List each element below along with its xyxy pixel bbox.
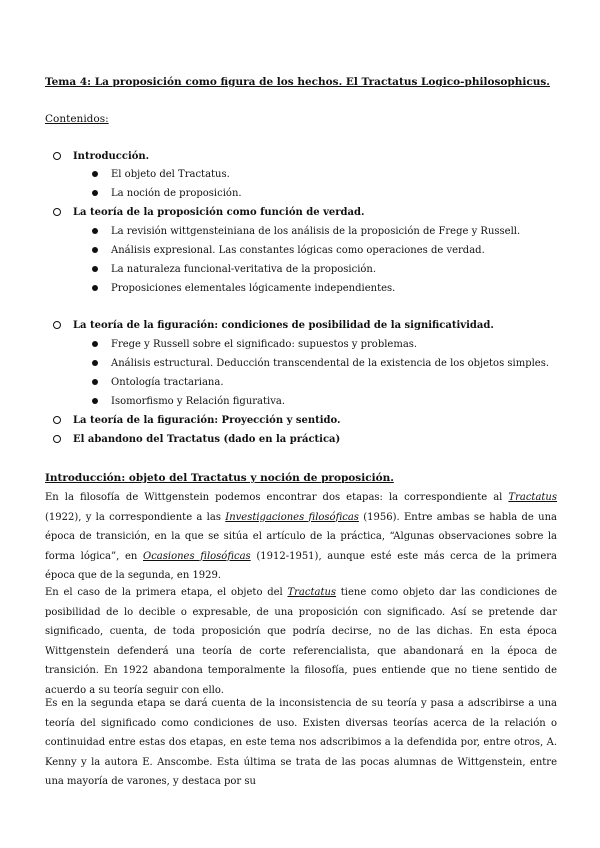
toc-subitem-label: Isomorfismo y Relación figurativa. xyxy=(111,396,286,407)
solid-bullet-icon xyxy=(92,398,98,404)
paragraph: En la filosofía de Wittgenstein podemos encontrar dos etapas: la correspondiente al Tractatus (1922), y la correspondiente a las Investigaciones filosóficas (1956). Entre ambas se habla de una época de transición, en la que se sitúa el artículo de la práctica, “Algunas observaciones sobre la forma lógica”, en Ocasiones filosóficas (1912-1951), aunque esté este más cerca de la primera época que de la segunda, en 1929. xyxy=(45,492,558,581)
hollow-bullet-icon xyxy=(53,321,61,329)
toc-item xyxy=(53,205,364,221)
solid-bullet-icon xyxy=(92,379,98,385)
contents-heading: Contenidos: xyxy=(45,113,109,125)
solid-bullet-icon xyxy=(92,228,98,234)
toc-subitem xyxy=(92,186,242,202)
hollow-bullet-icon xyxy=(53,435,61,443)
solid-bullet-icon xyxy=(92,341,98,347)
book-title: Investigaciones filosóficas xyxy=(225,511,359,523)
toc-subitem xyxy=(92,262,376,278)
toc-subitem xyxy=(92,224,520,240)
toc-item xyxy=(53,413,341,429)
toc-subitem xyxy=(92,167,230,183)
book-title: Tractatus xyxy=(287,587,337,598)
toc-subitem-label: Proposiciones elementales lógicamente independientes. xyxy=(111,283,396,294)
toc-subitem xyxy=(92,281,395,297)
solid-bullet-icon xyxy=(92,266,98,272)
paragraph: Es en la segunda etapa se dará cuenta de la inconsistencia de su teoría y pasa a adscribirse a una teoría del significado como condiciones de uso. Existen diversas teorías acerca de la relación o continuidad entre estas dos etapas, en este tema nos adscribimos a la defendida por, entre otros, A. Kenny y la autora E. Anscombe. Esta última se trata de las pocas alumnas de Wittgenstein, entre una mayoría de varones, y destaca por su xyxy=(45,698,557,787)
book-title: Tractatus xyxy=(508,492,557,503)
toc-subitem xyxy=(92,356,549,372)
document-title: Tema 4: La proposición como figura de los hechos. El Tractatus Logico-philosophicus. xyxy=(45,76,550,88)
toc-item-label: El abandono del Tractatus (dado en la práctica) xyxy=(73,434,341,445)
book-title: Ocasiones filosóficas xyxy=(143,550,251,562)
solid-bullet-icon xyxy=(92,171,98,177)
hollow-bullet-icon xyxy=(53,416,61,424)
toc-item xyxy=(53,318,494,334)
solid-bullet-icon xyxy=(92,190,98,196)
solid-bullet-icon xyxy=(92,285,98,291)
paragraph: En el caso de la primera etapa, el objeto del Tractatus tiene como objeto dar las condiciones de posibilidad de lo decible o expresable, de una proposición con significado. Así se pretende dar significado, cuenta, de toda proposición que podría decirse, no de las dichas. En esta época Wittgenstein defenderá una teoría de corte referencialista, que abandonará en la época de transición. En 1922 abandona temporalmente la filosofía, pues entiende que no tiene sentido de acuerdo a su teoría seguir con ello. xyxy=(45,587,557,696)
toc-subitem-label: El objeto del Tractatus. xyxy=(111,169,230,180)
toc-subitem xyxy=(92,337,417,353)
toc-subitem-label: La noción de proposición. xyxy=(111,188,242,199)
toc-subitem-label: La naturaleza funcional-veritativa de la proposición. xyxy=(111,264,377,275)
toc-item-label: La teoría de la figuración: condiciones de posibilidad de la significatividad. xyxy=(73,320,494,331)
toc-subitem xyxy=(92,394,285,410)
toc-subitem xyxy=(92,243,485,259)
toc-subitem xyxy=(92,375,224,391)
toc-subitem-label: Análisis expresional. Las constantes lógicas como operaciones de verdad. xyxy=(111,245,485,256)
toc-item xyxy=(53,149,149,165)
toc-item xyxy=(53,432,340,448)
solid-bullet-icon xyxy=(92,360,98,366)
toc-subitem-label: Ontología tractariana. xyxy=(111,377,224,388)
hollow-bullet-icon xyxy=(53,208,61,216)
toc-item-label: Introducción. xyxy=(73,151,150,162)
toc-subitem-label: Análisis estructural. Deducción transcendental de la existencia de los objetos simples. xyxy=(111,358,550,369)
section-heading: Introducción: objeto del Tractatus y noción de proposición. xyxy=(45,472,394,484)
toc-subitem-label: La revisión wittgensteiniana de los análisis de la proposición de Frege y Russell. xyxy=(111,226,521,237)
toc-item-label: La teoría de la proposición como función de verdad. xyxy=(73,207,365,218)
solid-bullet-icon xyxy=(92,247,98,253)
hollow-bullet-icon xyxy=(53,152,61,160)
toc-subitem-label: Frege y Russell sobre el significado: supuestos y problemas. xyxy=(111,339,418,350)
toc-item-label: La teoría de la figuración: Proyección y sentido. xyxy=(73,415,341,426)
